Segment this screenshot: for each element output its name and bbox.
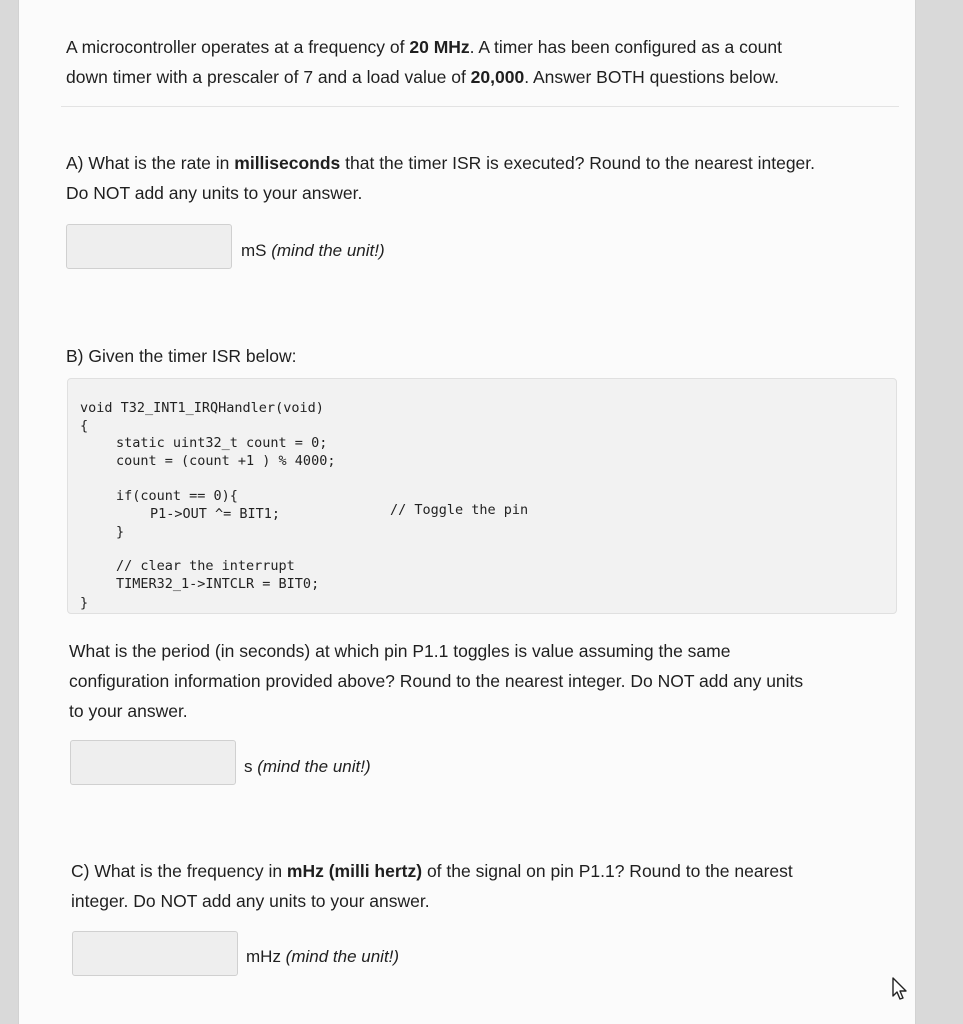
mouse-cursor-icon [891, 976, 909, 1002]
intro-text [66, 32, 782, 92]
answer-b-input[interactable] [70, 740, 236, 785]
code-line-intclr: TIMER32_1->INTCLR = BIT0; [116, 576, 320, 592]
answer-c-unit: mHz (mind the unit!) [246, 947, 400, 966]
question-a-line-2: Do NOT add any units to your answer. [66, 183, 363, 203]
code-line-static-count: static uint32_t count = 0; [116, 435, 328, 451]
code-line-close-brace: } [80, 595, 89, 611]
question-a-line-1: A) What is the rate in milliseconds that the timer ISR is executed? Round to the nearest integer. [66, 153, 816, 173]
intro-line-1: A microcontroller operates at a frequency of 20 MHz. A timer has been configured as a count [66, 37, 782, 57]
code-line-count-update: count = (count +1 ) % 4000; [116, 453, 336, 469]
cpu-frequency: 20 MHz [409, 37, 470, 57]
question-c-line-2: integer. Do NOT add any units to your answer. [71, 891, 430, 911]
code-line-if-close: } [116, 524, 125, 540]
question-c-line-1: C) What is the frequency in mHz (milli hertz) of the signal on pin P1.1? Round to the nearest [71, 861, 793, 881]
answer-a-input[interactable] [66, 224, 232, 269]
question-c-text [71, 856, 793, 916]
code-line-if: if(count == 0){ [116, 488, 238, 504]
isr-code-block [67, 378, 897, 614]
code-line-open-brace: { [80, 418, 89, 434]
question-b-line-2: configuration information provided above? Round to the nearest integer. Do NOT add any units [69, 671, 804, 691]
load-value: 20,000 [470, 67, 525, 87]
answer-a-unit: mS (mind the unit!) [241, 241, 385, 260]
question-page [18, 0, 916, 1024]
question-b-intro: B) Given the timer ISR below: [66, 346, 297, 366]
question-a-text [66, 148, 815, 208]
divider [61, 106, 899, 107]
answer-c-input[interactable] [72, 931, 238, 976]
question-b-line-1: What is the period (in seconds) at which pin P1.1 toggles is value assuming the same [69, 641, 731, 661]
question-b-text [69, 636, 803, 726]
question-b-line-3: to your answer. [69, 701, 188, 721]
code-line-signature: void T32_INT1_IRQHandler(void) [80, 400, 324, 416]
code-line-toggle-comment: // Toggle the pin [390, 502, 529, 518]
code-line-toggle: P1->OUT ^= BIT1; [150, 506, 281, 522]
answer-b-unit: s (mind the unit!) [244, 757, 371, 776]
code-line-clear-comment: // clear the interrupt [116, 558, 295, 574]
intro-line-2: down timer with a prescaler of 7 and a load value of 20,000. Answer BOTH questions below. [66, 67, 780, 87]
